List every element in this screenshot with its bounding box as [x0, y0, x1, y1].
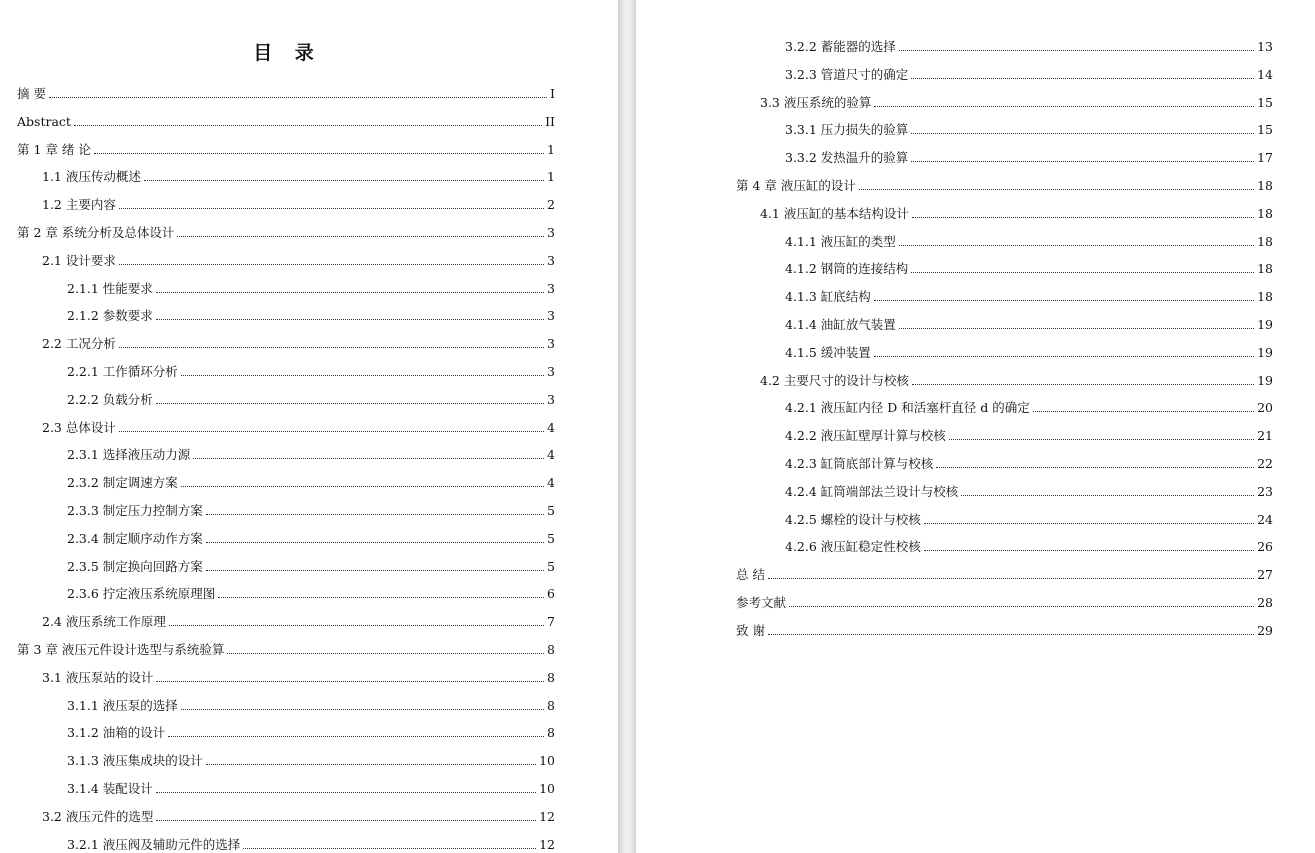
toc-leader-dots	[177, 225, 544, 237]
toc-entry[interactable]	[67, 392, 555, 408]
toc-entry-page: 15	[1257, 122, 1273, 138]
toc-entry-label: 第 2 章 系统分析及总体设计	[17, 225, 175, 240]
toc-entry[interactable]	[42, 809, 555, 825]
toc-entry-label: 2.1.2 参数要求	[67, 308, 153, 324]
toc-entry-page: II	[545, 113, 555, 129]
toc-entry[interactable]	[785, 234, 1273, 250]
toc-entry-label: 2.2.2 负载分析	[67, 391, 153, 407]
toc-leader-dots	[119, 253, 544, 265]
toc-entry-page: 26	[1257, 539, 1273, 555]
toc-entry-label: 3.3 液压系统的验算	[760, 94, 872, 110]
toc-entry[interactable]	[67, 364, 555, 380]
toc-entry[interactable]	[67, 781, 555, 797]
toc-entry-page: 5	[547, 530, 555, 546]
toc-leader-dots	[911, 67, 1254, 79]
toc-entry-page: 5	[547, 558, 555, 574]
toc-entry[interactable]	[67, 308, 555, 324]
toc-leader-dots	[74, 114, 542, 126]
toc-entry-label: 3.2.1 液压阀及辅助元件的选择	[67, 836, 241, 852]
toc-leader-dots	[181, 698, 544, 710]
toc-entry-label: 3.3.2 发热温升的验算	[785, 150, 909, 166]
toc-leader-dots	[936, 456, 1254, 468]
toc-entry[interactable]	[785, 261, 1273, 277]
toc-entry[interactable]	[760, 373, 1273, 389]
toc-entry-label: 2.3.4 制定顺序动作方案	[67, 530, 203, 546]
toc-leader-dots	[911, 261, 1254, 273]
toc-entry-label: 2.3.2 制定调速方案	[67, 475, 178, 491]
toc-entry-label: 4.1.5 缓冲装置	[785, 344, 871, 360]
toc-entry-label: 4.1.2 钢筒的连接结构	[785, 261, 909, 277]
toc-leader-dots	[768, 623, 1254, 635]
toc-entry-page: 3	[547, 391, 555, 407]
toc-entry[interactable]	[785, 150, 1273, 166]
toc-entry[interactable]	[785, 345, 1273, 361]
toc-leader-dots	[181, 475, 544, 487]
toc-leader-dots	[156, 809, 536, 821]
toc-leader-dots	[911, 150, 1254, 162]
toc-entry[interactable]	[785, 539, 1273, 555]
toc-entry[interactable]	[785, 428, 1273, 444]
toc-entry-page: 27	[1257, 567, 1273, 583]
toc-entry-label: 4.1.4 油缸放气装置	[785, 317, 896, 332]
toc-entry-label: 2.2.1 工作循环分析	[67, 364, 178, 379]
toc-entry-page: 29	[1257, 622, 1273, 638]
toc-entry-page: 4	[547, 419, 555, 435]
toc-entry-label: 参考文献	[736, 595, 787, 610]
toc-entry-page: 19	[1257, 372, 1273, 388]
toc-entry-page: 24	[1257, 511, 1273, 527]
toc-entry-label: 2.1.1 性能要求	[67, 280, 153, 296]
toc-entry-label: 4.2.2 液压缸壁厚计算与校核	[785, 428, 946, 444]
toc-entry-label: 4.2.3 缸筒底部计算与校核	[785, 456, 934, 471]
toc-leader-dots	[156, 281, 544, 293]
toc-entry-label: 2.3 总体设计	[42, 419, 116, 435]
toc-entry-page: 5	[547, 503, 555, 518]
toc-entry[interactable]	[67, 725, 555, 741]
toc-entry-label: 3.1 液压泵站的设计	[42, 669, 154, 685]
toc-entry-page: 23	[1257, 483, 1273, 499]
toc-entry-page: 3	[547, 252, 555, 268]
toc-entry[interactable]	[17, 642, 555, 658]
toc-leader-dots	[243, 837, 536, 849]
toc-entry-label: 2.3.3 制定压力控制方案	[67, 503, 203, 518]
toc-entry-label: 2.1 设计要求	[42, 252, 116, 268]
toc-entry-label: 3.2.3 管道尺寸的确定	[785, 66, 909, 82]
toc-entry-page: 4	[547, 475, 555, 491]
toc-entry[interactable]	[785, 317, 1273, 333]
toc-entry-label: 3.1.3 液压集成块的设计	[67, 753, 203, 769]
toc-entry-page: 15	[1257, 94, 1273, 110]
toc-entry-label: 3.1.4 装配设计	[67, 781, 153, 796]
toc-leader-dots	[156, 781, 536, 793]
toc-entry-page: I	[550, 86, 555, 101]
toc-entry-label: 致 谢	[736, 622, 765, 638]
toc-entry[interactable]	[760, 206, 1273, 222]
toc-leader-dots	[49, 86, 547, 98]
toc-entry[interactable]	[785, 39, 1273, 55]
toc-entry-page: 1	[547, 169, 555, 185]
toc-entry[interactable]	[42, 614, 555, 630]
toc-leader-dots	[874, 289, 1254, 301]
toc-entry-label: 1.2 主要内容	[42, 197, 116, 213]
toc-entry-page: 3	[547, 280, 555, 296]
toc-entry[interactable]	[67, 586, 555, 602]
page-gutter	[618, 0, 636, 853]
toc-entry-page: 18	[1257, 261, 1273, 277]
toc-leader-dots	[156, 670, 544, 682]
toc-entry[interactable]	[42, 169, 555, 185]
toc-entry[interactable]	[785, 512, 1273, 528]
toc-entry-page: 22	[1257, 456, 1273, 471]
toc-entry[interactable]	[785, 400, 1273, 416]
toc-leader-dots	[924, 512, 1254, 524]
toc-entry[interactable]	[736, 595, 1273, 611]
toc-entry-label: 4.2.5 螺栓的设计与校核	[785, 511, 921, 527]
toc-entry-label: 4.1 液压缸的基本结构设计	[760, 205, 909, 221]
toc-leader-dots	[789, 595, 1254, 607]
toc-entry[interactable]	[67, 475, 555, 491]
toc-leader-dots	[874, 345, 1254, 357]
toc-entry-label: 2.2 工况分析	[42, 336, 116, 352]
toc-leader-dots	[169, 614, 544, 626]
toc-entry-label: 总 结	[736, 567, 765, 583]
toc-entry[interactable]	[42, 253, 555, 269]
toc-entry[interactable]	[42, 670, 555, 686]
toc-entry-page: 18	[1257, 178, 1273, 193]
toc-leader-dots	[899, 39, 1254, 51]
toc-entry-page: 18	[1257, 233, 1273, 249]
toc-entry[interactable]	[17, 114, 555, 130]
toc-entry-label: 4.2.4 缸筒端部法兰设计与校核	[785, 483, 959, 499]
toc-entry-label: Abstract	[17, 113, 71, 129]
toc-entry[interactable]	[736, 623, 1273, 639]
toc-entry-page: 28	[1257, 595, 1273, 610]
toc-leader-dots	[206, 753, 536, 765]
toc-entry[interactable]	[42, 420, 555, 436]
toc-entry-label: 4.1.1 液压缸的类型	[785, 233, 896, 249]
toc-entry[interactable]	[67, 503, 555, 519]
toc-entry-page: 8	[547, 669, 555, 685]
toc-entry[interactable]	[785, 289, 1273, 305]
toc-entry[interactable]	[67, 753, 555, 769]
toc-leader-dots	[119, 336, 544, 348]
toc-entry-page: 6	[547, 586, 555, 602]
toc-entry-label: 4.2.1 液压缸内径 D 和活塞杆直径 d 的确定	[785, 400, 1030, 416]
toc-entry-label: 第 4 章 液压缸的设计	[736, 178, 856, 193]
toc-leader-dots	[227, 642, 544, 654]
toc-entry[interactable]	[736, 178, 1273, 194]
toc-entry[interactable]	[736, 567, 1273, 583]
toc-leader-dots	[768, 567, 1254, 579]
toc-entry[interactable]	[42, 197, 555, 213]
toc-leader-dots	[94, 142, 544, 154]
toc-entry[interactable]	[17, 225, 555, 241]
toc-entry-page: 19	[1257, 317, 1273, 332]
toc-entry-page: 3	[547, 336, 555, 352]
toc-entry-label: 3.2 液压元件的选型	[42, 808, 154, 824]
toc-leader-dots	[168, 725, 544, 737]
toc-entry-label: 3.3.1 压力损失的验算	[785, 122, 909, 138]
toc-entry-label: 3.1.2 油箱的设计	[67, 725, 166, 741]
toc-entry-page: 18	[1257, 289, 1273, 305]
toc-entry-label: 3.1.1 液压泵的选择	[67, 697, 178, 713]
toc-entry[interactable]	[785, 456, 1273, 472]
toc-entry-page: 13	[1257, 39, 1273, 54]
toc-entry-page: 3	[547, 308, 555, 324]
toc-leader-dots	[899, 234, 1254, 246]
toc-entry-label: 第 1 章 绪 论	[17, 141, 91, 157]
toc-entry-label: 4.1.3 缸底结构	[785, 289, 871, 305]
toc-entry-page: 2	[547, 197, 555, 213]
toc-entry-label: 摘 要	[17, 86, 46, 101]
toc-leader-dots	[912, 206, 1254, 218]
toc-entry[interactable]	[67, 447, 555, 463]
toc-leader-dots	[206, 503, 544, 515]
toc-entry[interactable]	[785, 122, 1273, 138]
toc-leader-dots	[206, 531, 544, 543]
toc-entry-page: 14	[1257, 66, 1273, 82]
toc-entry-label: 2.4 液压系统工作原理	[42, 614, 166, 630]
toc-leader-dots	[119, 420, 544, 432]
toc-entry-page: 21	[1257, 428, 1273, 444]
toc-entry-page: 3	[547, 364, 555, 379]
toc-entry-label: 1.1 液压传动概述	[42, 169, 141, 185]
toc-leader-dots	[924, 539, 1254, 551]
toc-entry-label: 4.2.6 液压缸稳定性校核	[785, 539, 921, 555]
toc-entry[interactable]	[67, 698, 555, 714]
toc-entry-page: 10	[539, 753, 555, 769]
toc-leader-dots	[961, 484, 1254, 496]
toc-entry-label: 2.3.5 制定换向回路方案	[67, 558, 203, 574]
toc-entry[interactable]	[67, 281, 555, 297]
toc-leader-dots	[912, 373, 1254, 385]
toc-entry[interactable]	[17, 86, 555, 102]
toc-leader-dots	[119, 197, 544, 209]
toc-entry-page: 3	[547, 225, 555, 240]
toc-entry-page: 8	[547, 697, 555, 713]
toc-entry[interactable]	[785, 484, 1273, 500]
toc-entry-label: 第 3 章 液压元件设计选型与系统验算	[17, 642, 225, 657]
toc-title: 目 录	[253, 42, 322, 64]
toc-entry-page: 12	[539, 808, 555, 824]
toc-entry-label: 2.3.1 选择液压动力源	[67, 447, 191, 463]
toc-entry[interactable]	[42, 336, 555, 352]
toc-entry-page: 4	[547, 447, 555, 463]
toc-entry-page: 7	[547, 614, 555, 630]
toc-entry[interactable]	[67, 559, 555, 575]
toc-entry-page: 8	[547, 642, 555, 657]
toc-leader-dots	[218, 586, 544, 598]
toc-leader-dots	[181, 364, 544, 376]
toc-leader-dots	[899, 317, 1254, 329]
toc-entry[interactable]	[785, 67, 1273, 83]
toc-leader-dots	[859, 178, 1254, 190]
toc-entry[interactable]	[760, 95, 1273, 111]
toc-leader-dots	[874, 95, 1254, 107]
toc-page-left	[0, 0, 618, 853]
toc-entry[interactable]	[67, 837, 555, 853]
toc-entry-page: 10	[539, 781, 555, 796]
toc-leader-dots	[156, 308, 544, 320]
toc-leader-dots	[949, 428, 1254, 440]
toc-entry-label: 4.2 主要尺寸的设计与校核	[760, 372, 909, 388]
toc-entry[interactable]	[17, 142, 555, 158]
toc-entry-label: 3.2.2 蓄能器的选择	[785, 39, 896, 54]
toc-entry-page: 19	[1257, 344, 1273, 360]
toc-leader-dots	[144, 169, 544, 181]
toc-entry-page: 8	[547, 725, 555, 741]
toc-leader-dots	[911, 122, 1254, 134]
toc-entry-page: 12	[539, 836, 555, 852]
toc-entry-page: 1	[547, 141, 555, 157]
toc-leader-dots	[156, 392, 544, 404]
toc-leader-dots	[1033, 400, 1254, 412]
toc-leader-dots	[206, 559, 544, 571]
toc-entry-label: 2.3.6 拧定液压系统原理图	[67, 586, 216, 602]
toc-page-right	[636, 0, 1315, 853]
toc-entry-page: 18	[1257, 205, 1273, 221]
toc-entry[interactable]	[67, 531, 555, 547]
toc-leader-dots	[193, 447, 544, 459]
toc-entry-page: 17	[1257, 150, 1273, 166]
toc-entry-page: 20	[1257, 400, 1273, 416]
